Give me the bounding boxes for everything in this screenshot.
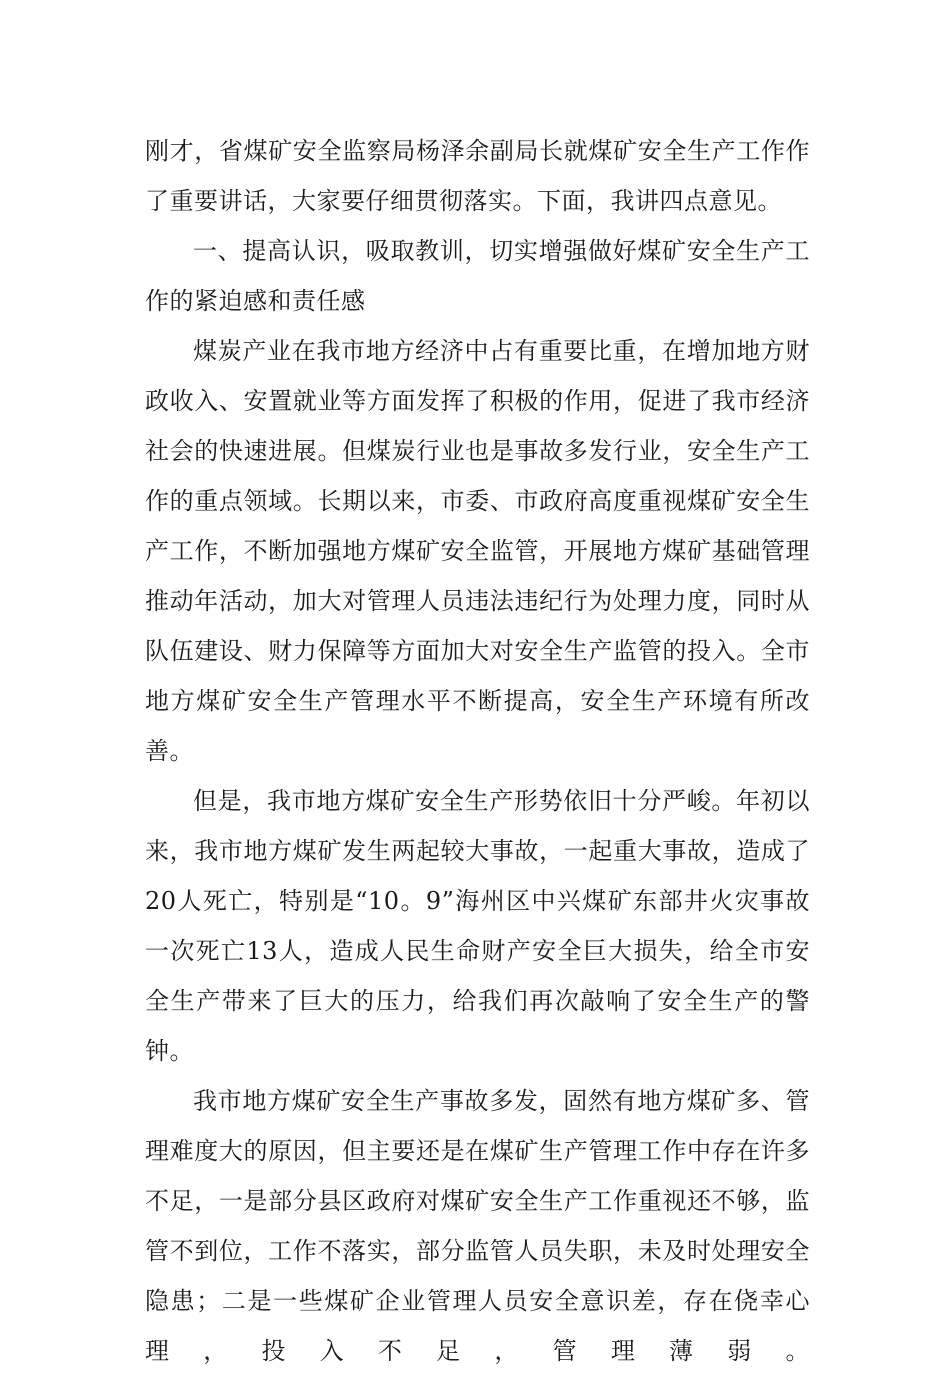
document-body bbox=[145, 126, 810, 1376]
paragraph-intro: 刚才，省煤矿安全监察局杨泽余副局长就煤矿安全生产工作作了重要讲话，大家要仔细贯彻落实。下面，我讲四点意见。 bbox=[145, 137, 810, 215]
paragraph-body-2: 但是，我市地方煤矿安全生产形势依旧十分严峻。年初以来，我市地方煤矿发生两起较大事故，一起重大事故，造成了20人死亡，特别是“10。9”海州区中兴煤矿东部井火灾事故一次死亡13人，造成人民生命财产安全巨大损失，给全市安全生产带来了巨大的压力，给我们再次敲响了安全生产的警钟。 bbox=[145, 787, 810, 1065]
paragraph-body-1: 煤炭产业在我市地方经济中占有重要比重，在增加地方财政收入、安置就业等方面发挥了积极的作用，促进了我市经济社会的快速进展。但煤炭行业也是事故多发行业，安全生产工作的重点领域。长期以来，市委、市政府高度重视煤矿安全生产工作，不断加强地方煤矿安全监管，开展地方煤矿基础管理推动年活动，加大对管理人员违法违纪行为处理力度，同时从队伍建设、财力保障等方面加大对安全生产监管的投入。全市地方煤矿安全生产管理水平不断提高，安全生产环境有所改善。 bbox=[145, 337, 810, 765]
paragraph-body-3: 我市地方煤矿安全生产事故多发，固然有地方煤矿多、管理难度大的原因，但主要还是在煤矿生产管理工作中存在许多不足，一是部分县区政府对煤矿安全生产工作重视还不够，监管不到位，工作不落实，部分监管人员失职，未及时处理安全隐患；二是一些煤矿企业管理人员安全意识差，存在侥幸心理，投入不足，管理薄弱。 bbox=[145, 1087, 810, 1365]
section-heading-1: 一、提高认识，吸取教训，切实增强做好煤矿安全生产工作的紧迫感和责任感 bbox=[145, 237, 810, 315]
